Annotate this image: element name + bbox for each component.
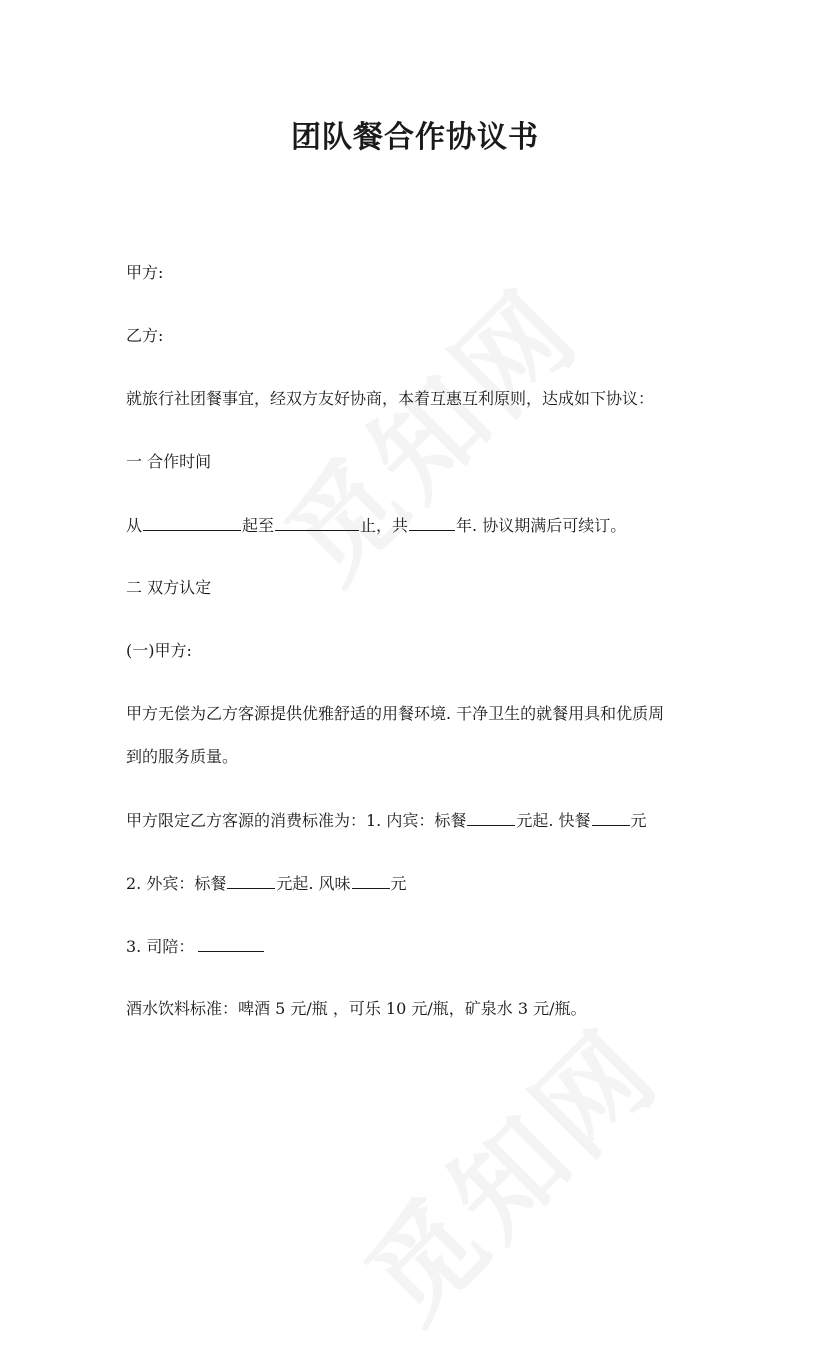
start-suffix-text: 起至: [242, 516, 275, 535]
party-a-label: 甲方:: [126, 263, 164, 282]
foreign-prefix-text: 2. 外宾：标餐: [126, 874, 227, 893]
standard-prefix-text: 甲方限定乙方客源的消费标准为：1. 内宾：标餐: [126, 811, 467, 830]
domestic-standard-line: [126, 809, 647, 832]
document-title: 团队餐合作协议书: [291, 120, 539, 155]
driver-escort-line: [126, 935, 265, 958]
foreign-end-text: 元: [390, 874, 407, 893]
watermark: [246, 248, 608, 610]
watermark: [326, 988, 688, 1350]
section-1-heading: 一 合作时间: [126, 452, 212, 471]
start-date-blank: [143, 514, 241, 531]
foreign-flavor-blank: [352, 872, 390, 889]
years-suffix-text: 年. 协议期满后可续订。: [456, 516, 627, 535]
service-paragraph-line-1: 甲方无偿为乙方客源提供优雅舒适的用餐环境. 干净卫生的就餐用具和优质周: [126, 704, 665, 723]
drinks-standard-line: 酒水饮料标准：啤酒 5 元/瓶 ，可乐 10 元/瓶，矿泉水 3 元/瓶。: [126, 999, 587, 1018]
sub-section-1-heading: (一)甲方:: [126, 641, 192, 660]
foreign-mid-text: 元起. 风味: [276, 874, 351, 893]
driver-blank: [198, 935, 264, 952]
foreign-standard-line: [126, 872, 407, 895]
intro-paragraph: 就旅行社团餐事宜，经双方友好协商，本着互惠互利原则，达成如下协议：: [126, 389, 655, 408]
domestic-set-meal-blank: [467, 809, 515, 826]
domestic-fast-food-blank: [592, 809, 630, 826]
standard-mid-text: 元起. 快餐: [516, 811, 591, 830]
section-2-heading: 二 双方认定: [126, 578, 212, 597]
service-paragraph-line-2: 到的服务质量。: [126, 747, 239, 766]
party-b-label: 乙方:: [126, 326, 164, 345]
foreign-set-meal-blank: [227, 872, 275, 889]
cooperation-period-line: [126, 514, 626, 537]
end-date-blank: [275, 514, 359, 531]
standard-end-text: 元: [630, 811, 647, 830]
driver-text: 3. 司陪：: [126, 937, 195, 956]
end-suffix-text: 止，共: [360, 516, 409, 535]
from-text: 从: [126, 516, 143, 535]
years-blank: [409, 514, 455, 531]
